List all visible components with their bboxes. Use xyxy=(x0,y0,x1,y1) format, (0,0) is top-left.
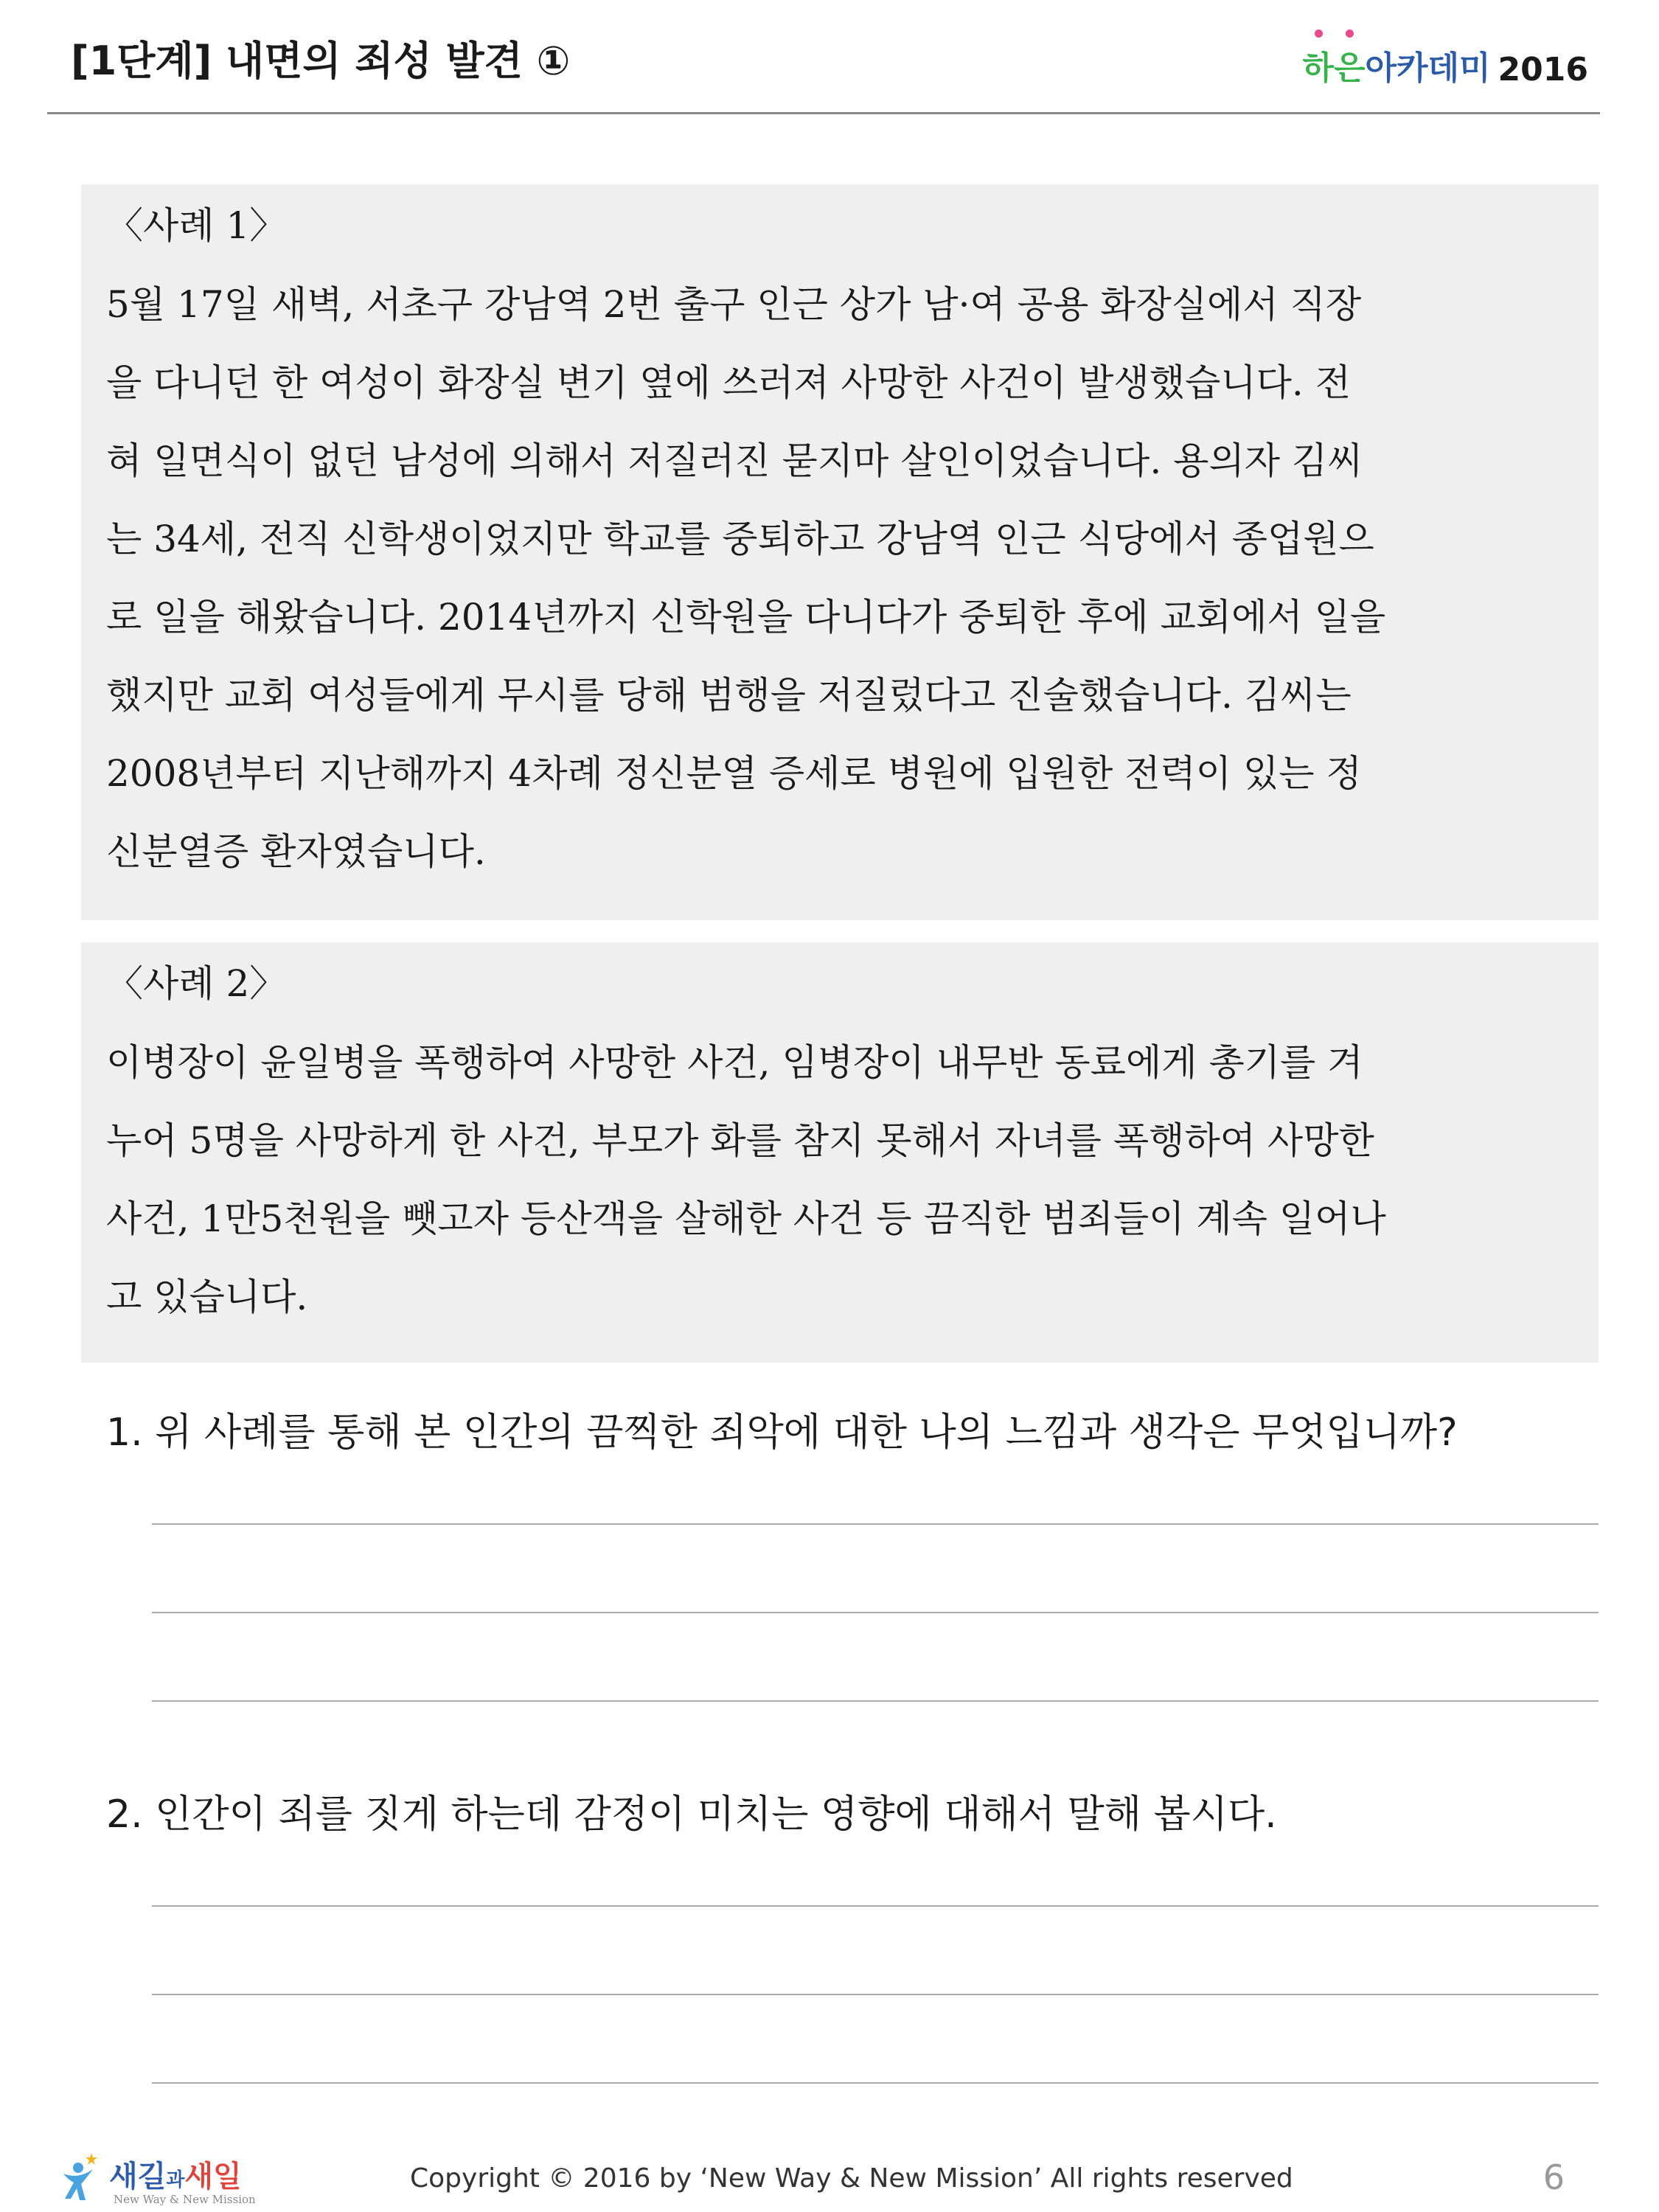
header-divider xyxy=(47,112,1600,114)
case-line: 는 34세, 전직 신학생이었지만 학교를 중퇴하고 강남역 인근 식당에서 종업원으 xyxy=(106,518,1374,560)
case-line: 사건, 1만5천원을 뺏고자 등산객을 살해한 사건 등 끔직한 범죄들이 계속 일어나 xyxy=(106,1197,1386,1240)
brand-dot xyxy=(1315,29,1323,38)
case-line: 고 있습니다. xyxy=(106,1276,308,1318)
copyright-notice: Copyright © 2016 by ‘New Way & New Mission’ All rights reserved xyxy=(410,2163,1293,2194)
brand-ha xyxy=(1302,41,1334,88)
case-line: 로 일을 해왔습니다. 2014년까지 신학원을 다니다가 중퇴한 후에 교회에서 일을 xyxy=(106,596,1386,639)
page-title: [1단계] 내면의 죄성 발견 ① xyxy=(71,38,571,84)
case-title: 〈사례 1〉 xyxy=(106,204,287,247)
case-line: 2008년부터 지난해까지 4차례 정신분열 증세로 병원에 입원한 전력이 있는 정 xyxy=(106,752,1362,795)
footer-logo xyxy=(59,2147,273,2212)
case-line: 5월 17일 새벽, 서초구 강남역 2번 출구 인근 상가 남·여 공용 화장실에서 직장 xyxy=(106,283,1362,326)
answer-line[interactable] xyxy=(152,1700,1599,1702)
case-line: 누어 5명을 사망하게 한 사건, 부모가 화를 참지 못해서 자녀를 폭행하여 사망한 xyxy=(106,1119,1374,1162)
brand-ha-text: 하 xyxy=(1302,49,1334,87)
case-box-2 xyxy=(81,942,1599,1363)
logo-part-2: 과 xyxy=(166,2169,185,2191)
question-2: 2. 인간이 죄를 짓게 하는데 감정이 미치는 영향에 대해서 말해 봅시다. xyxy=(106,1792,1277,1837)
question-1: 1. 위 사례를 통해 본 인간의 끔찍한 죄악에 대한 나의 느낌과 생각은 무엇입니까? xyxy=(106,1411,1458,1455)
case-line: 혀 일면식이 없던 남성에 의해서 저질러진 묻지마 살인이었습니다. 용의자 김씨 xyxy=(106,439,1363,482)
answer-line[interactable] xyxy=(152,1994,1599,1995)
brand-year: 2016 xyxy=(1498,51,1588,88)
page-number: 6 xyxy=(1543,2157,1565,2197)
answer-line[interactable] xyxy=(152,2082,1599,2084)
logo-part-3: 새일 xyxy=(184,2160,242,2194)
case-line: 신분열증 환자였습니다. xyxy=(106,830,486,873)
brand-logo xyxy=(1302,29,1588,88)
person-star-icon xyxy=(59,2152,103,2203)
logo-part-1: 새길 xyxy=(109,2160,167,2194)
brand-dot xyxy=(1346,29,1354,38)
brand-eun-text: 은 xyxy=(1334,49,1366,87)
footer-logo-subtitle: New Way & New Mission xyxy=(114,2193,256,2206)
case-title: 〈사례 2〉 xyxy=(106,962,287,1005)
answer-line[interactable] xyxy=(152,1612,1599,1613)
case-line: 이병장이 윤일병을 폭행하여 사망한 사건, 임병장이 내무반 동료에게 총기를 겨 xyxy=(106,1041,1363,1084)
case-line: 을 다니던 한 여성이 화장실 변기 옆에 쓰러져 사망한 사건이 발생했습니다. 전 xyxy=(106,361,1352,404)
case-line: 했지만 교회 여성들에게 무시를 당해 범행을 저질렀다고 진술했습니다. 김씨는 xyxy=(106,674,1352,717)
brand-academy: 아카데미 xyxy=(1365,49,1491,87)
answer-line[interactable] xyxy=(152,1905,1599,1907)
case-box-1 xyxy=(81,184,1599,920)
footer-logo-text xyxy=(109,2153,242,2195)
answer-line[interactable] xyxy=(152,1523,1599,1525)
brand-eun xyxy=(1334,41,1366,88)
